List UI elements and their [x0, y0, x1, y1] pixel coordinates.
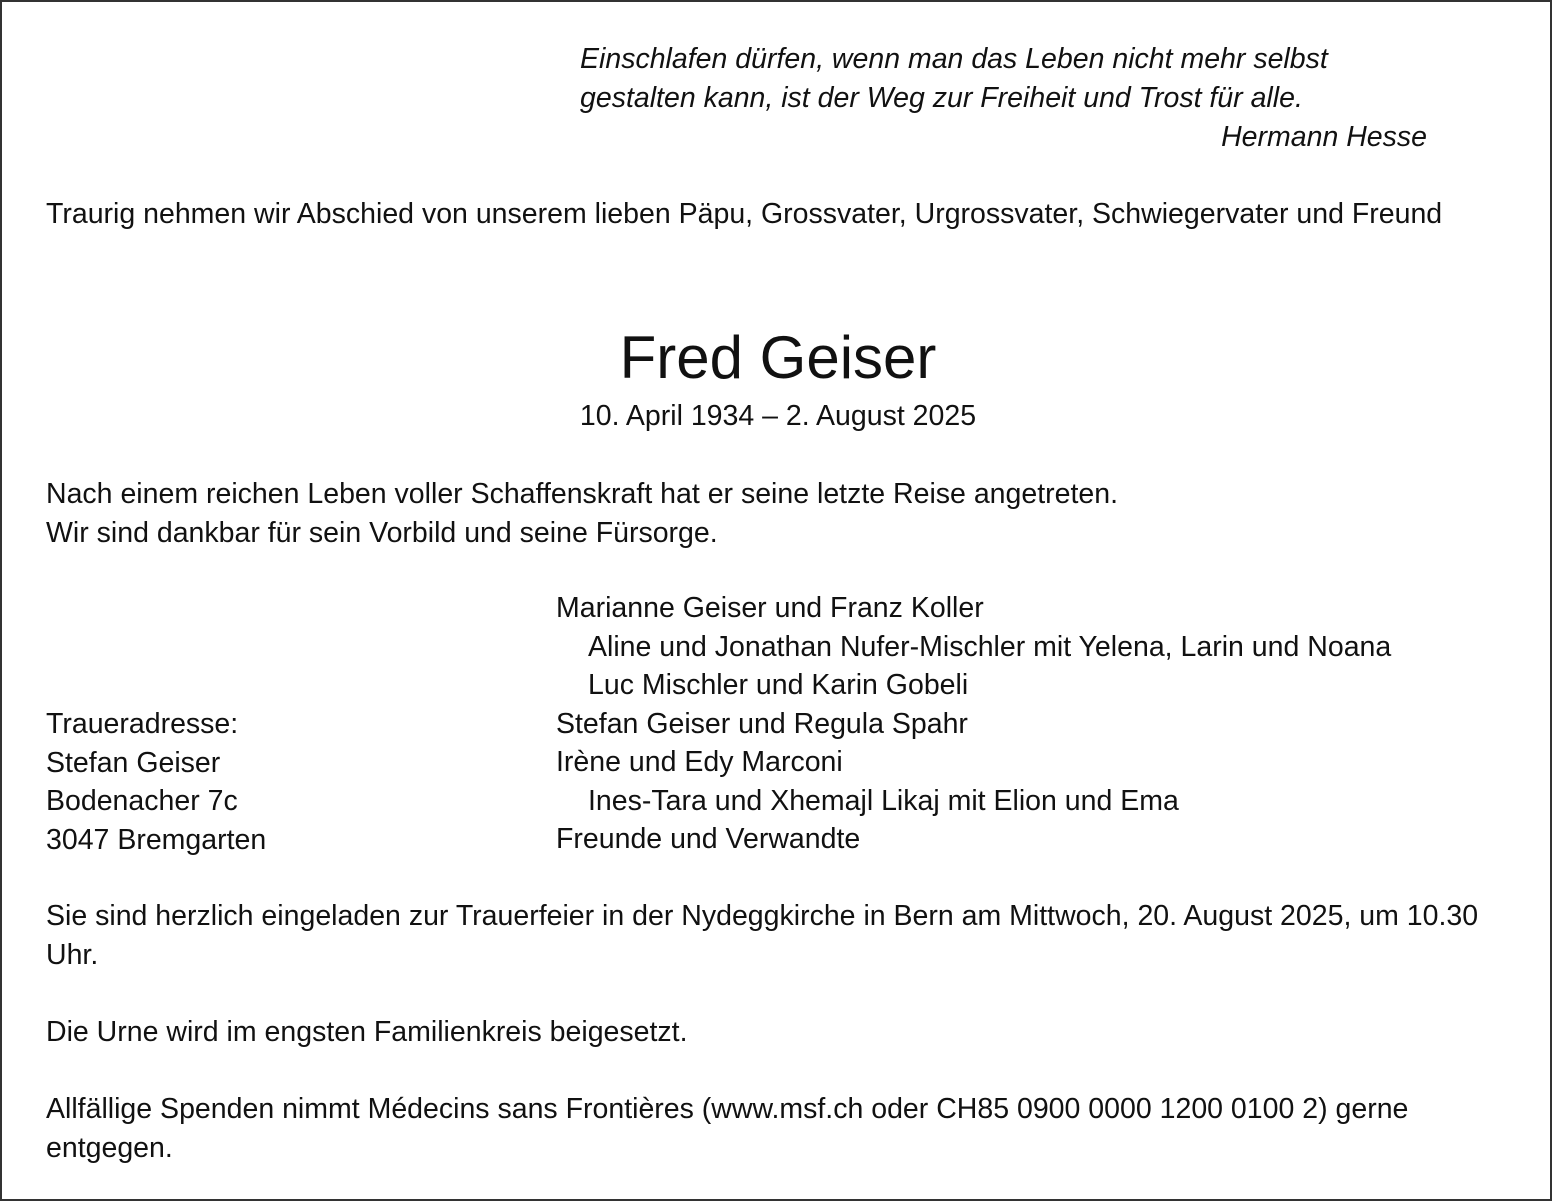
address-name: Stefan Geiser — [46, 746, 221, 779]
mourners-list — [556, 589, 1391, 859]
tribute-line: Wir sind dankbar für sein Vorbild und seine Fürsorge. — [46, 516, 718, 549]
mourner: Aline und Jonathan Nufer-Mischler mit Yelena, Larin und Noana — [588, 630, 1392, 663]
tribute-text — [46, 475, 1118, 552]
address-street: Bodenacher 7c — [46, 785, 238, 817]
quote-line: gestalten kann, ist der Weg zur Freiheit und Trost für alle. — [580, 82, 1303, 114]
mourner: Luc Mischler und Karin Gobeli — [588, 669, 969, 701]
quote — [580, 40, 1427, 157]
mourner: Ines-Tara und Xhemajl Likaj mit Elion und Ema — [588, 784, 1179, 817]
life-dates: 10. April 1934 – 2. August 2025 — [579, 400, 977, 432]
tribute-line: Nach einem reichen Leben voller Schaffenskraft hat er seine letzte Reise angetreten. — [46, 478, 1119, 510]
quote-line: Einschlafen dürfen, wenn man das Leben nicht mehr selbst — [580, 43, 1328, 75]
quote-author: Hermann Hesse — [1221, 121, 1427, 153]
deceased-name: Fred Geiser — [619, 324, 937, 391]
donation-text: Allfällige Spenden nimmt Médecins sans Frontières (www.msf.ch oder CH85 0900 0000 1200 0100 2) gerne entgegen. — [46, 1093, 1409, 1164]
invitation-text: Sie sind herzlich eingeladen zur Trauerfeier in der Nydeggkirche in Bern am Mittwoch, 20. August 2025, um 10.30 Uhr. — [46, 900, 1479, 971]
mourning-address — [46, 705, 266, 859]
mourner: Marianne Geiser und Franz Koller — [556, 592, 984, 624]
mourner: Freunde und Verwandte — [556, 823, 861, 855]
mourner: Irène und Edy Marconi — [556, 746, 843, 778]
address-city: 3047 Bremgarten — [46, 823, 267, 856]
urn-text: Die Urne wird im engsten Familienkreis beigesetzt. — [46, 1016, 688, 1048]
mourner: Stefan Geiser und Regula Spahr — [556, 707, 968, 740]
address-label: Traueradresse: — [46, 708, 239, 740]
intro-text: Traurig nehmen wir Abschied von unserem lieben Päpu, Grossvater, Urgrossvater, Schwiegervater und Freund — [46, 198, 1443, 230]
